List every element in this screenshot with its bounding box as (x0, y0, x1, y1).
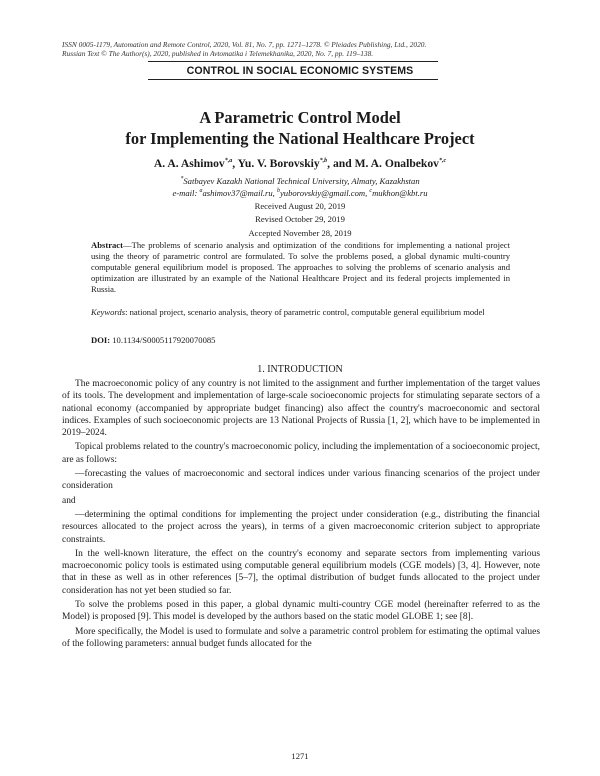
author-1: A. A. Ashimov (153, 157, 225, 170)
affiliation-mark: * (180, 176, 184, 183)
received-date: Received August 20, 2019 (254, 201, 346, 211)
revised-date: Revised October 29, 2019 (255, 214, 345, 225)
author-emails (0, 188, 600, 198)
author-3: M. A. Onalbekov (354, 157, 439, 170)
journal-header (62, 40, 542, 58)
journal-section-title: CONTROL IN SOCIAL ECONOMIC SYSTEMS (186, 65, 414, 77)
email-a: ashimov37@mail.ru, (202, 188, 277, 198)
title-line-1: A Parametric Control Model (199, 108, 401, 127)
paragraph: and (62, 495, 76, 506)
affiliation (0, 176, 600, 186)
title-line-2: for Implementing the National Healthcare Project (125, 129, 475, 148)
email-mark-c: c (369, 188, 373, 195)
paper-title (0, 107, 600, 149)
author-2-mark: *,b (319, 158, 328, 165)
keywords (91, 307, 510, 318)
paragraph: More specifically, the Model is used to formulate and solve a parametric control problem for estimating the optimal values of the following parameters: annual budget funds allocated for the (62, 626, 540, 649)
author-3-mark: *,c (438, 158, 447, 165)
email-mark-b: b (276, 188, 280, 195)
paragraph: In the well-known literature, the effect on the country's economy and separate sectors from implementing various macroeconomic policy tools is estimated using computable general equilibrium models (CGE models) [3, 4]. However, note that in these as well as in other references [5–7], the optimal distribution of budget funds allocated to the project under consideration has not yet been studied so far. (62, 548, 540, 596)
keywords-text: : national project, scenario analysis, theory of parametric control, computable general equilibrium model (125, 307, 485, 317)
doi (91, 335, 215, 345)
email-label: e-mail: (172, 188, 200, 198)
section-heading: 1. INTRODUCTION (257, 364, 343, 375)
russian-text-line: Russian Text © The Author(s), 2020, published in Avtomatika i Telemekhanika, 2020, No. 7, pp. 119–138. (62, 49, 374, 58)
author-1-mark: *,a (224, 158, 233, 165)
email-b: yuborovskiy@gmail.com, (279, 188, 370, 198)
doi-value[interactable]: 10.1134/S0005117920070085 (110, 335, 216, 345)
keywords-label: Keywords (91, 307, 126, 317)
section-rule-top (148, 61, 438, 62)
author-separator: , (232, 157, 238, 170)
email-mark-a: a (199, 188, 203, 195)
page-number: 1271 (291, 751, 309, 761)
list-item: —forecasting the values of macroeconomic and sectoral indices under various financing scenarios of the project under consideration (62, 469, 540, 492)
journal-citation-line: ISSN 0005-1179, Automation and Remote Control, 2020, Vol. 81, No. 7, pp. 1271–1278. © Pleiades Publishing, Ltd., 2020. (62, 40, 427, 49)
body-text (62, 378, 540, 652)
author-list (0, 157, 600, 170)
submission-dates (0, 200, 600, 240)
doi-label: DOI: (91, 335, 111, 345)
accepted-date: Accepted November 28, 2019 (248, 227, 352, 238)
list-item: —determining the optimal conditions for implementing the project under consideration (e.g., distributing the financial resources allocated to the project across the years), in terms of a given macroeconomic criterion subject to appropriate constraints. (62, 509, 540, 545)
affiliation-institution: Satbayev Kazakh National Technical University, Almaty, Kazakhstan (183, 176, 420, 186)
section-rule-bottom (148, 79, 438, 80)
paragraph: Topical problems related to the country's macroeconomic policy, including the implementation of a socioeconomic project, are as follows: (62, 442, 540, 465)
abstract (91, 240, 510, 295)
author-2: Yu. V. Borovskiy (237, 157, 320, 170)
abstract-text: —The problems of scenario analysis and optimization of the conditions for implementing a national project using the theory of parametric control are formulated. To solve the problems posed, a global dynamic multi-country computable general equilibrium model is proposed. The approaches to solving the problems of scenario analysis and optimization are illustrated by an example of the National Healthcare Project and its federal projects implemented in Russia. (91, 240, 510, 294)
email-c: mukhon@kbt.ru (372, 188, 428, 198)
author-separator: , and (327, 157, 355, 170)
paragraph: The macroeconomic policy of any country is not limited to the assignment and further implementation of the target values of its tools. The development and implementation of large-scale socioeconomic projects for stimulating separate sectors of a national economy (accompanied by appropriate budget financing) also affect the country's macroeconomic and sectoral indices. Examples of such socioeconomic projects are 13 National Projects of Russia [1, 2], which have to be implemented in 2019–2024. (62, 379, 540, 439)
abstract-label: Abstract (91, 240, 123, 250)
paragraph: To solve the problems posed in this paper, a global dynamic multi-country CGE model (hereinafter referred to as the Model) is proposed [9]. This model is developed by the authors based on the static model GLOBE 1; see [8]. (62, 600, 540, 623)
